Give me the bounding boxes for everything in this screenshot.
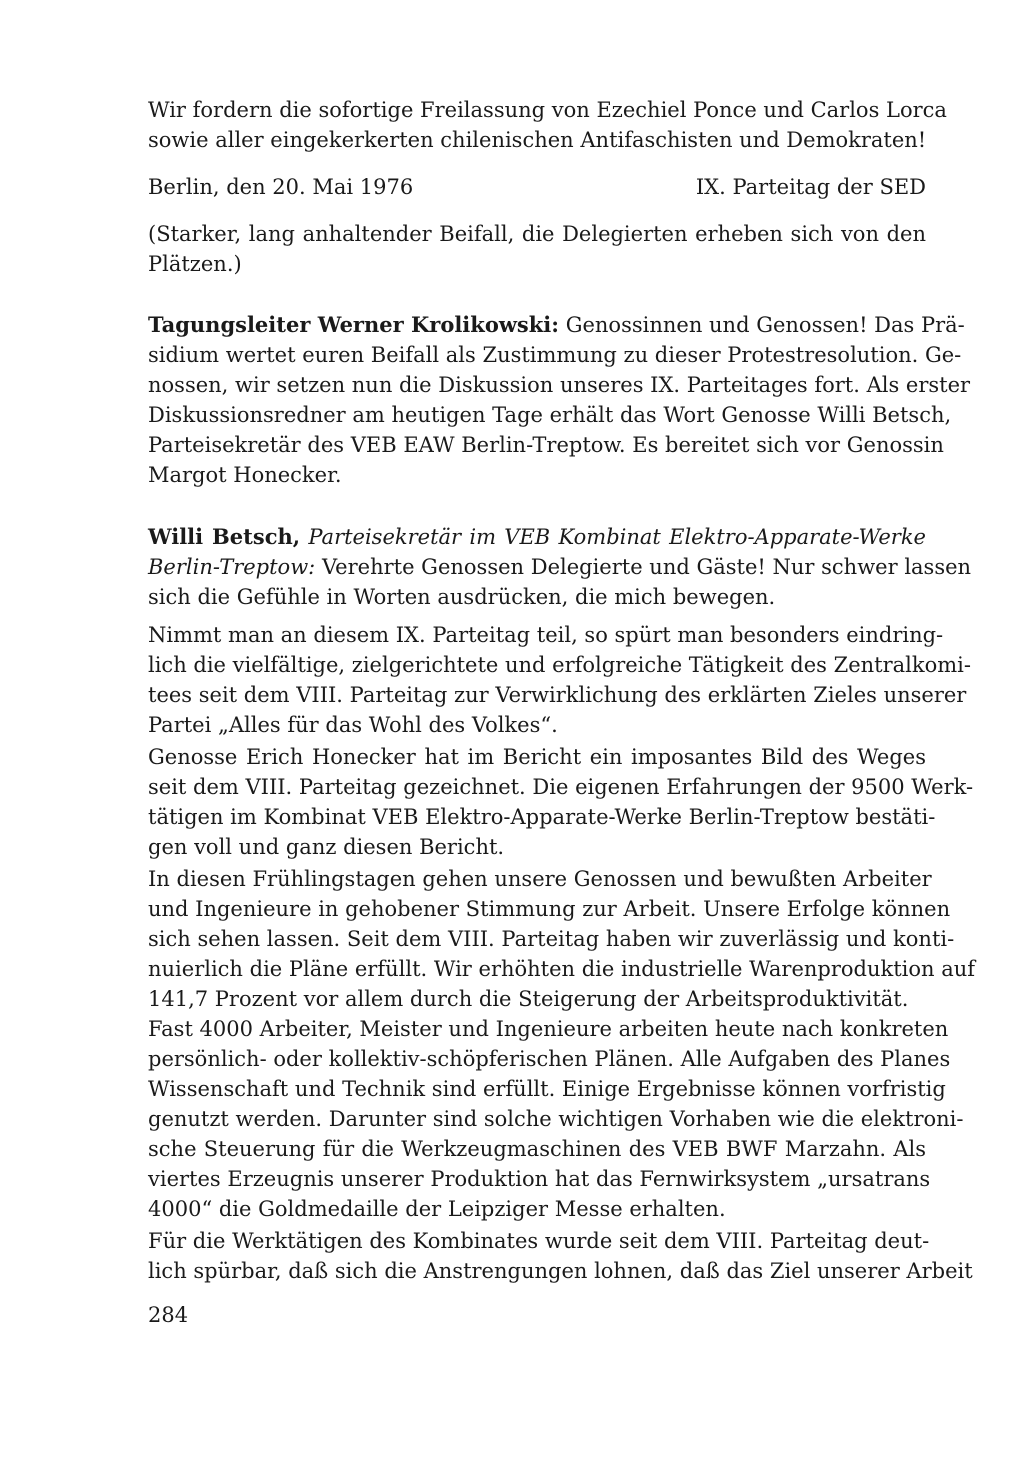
chair-line-4: Diskussionsredner am heutigen Tage erhält das Wort Genosse Willi Betsch,	[148, 403, 952, 427]
paragraph-2-line-3: tätigen im Kombinat VEB Elektro-Apparate-Werke Berlin-Treptow bestäti-	[148, 805, 936, 829]
signature-line	[148, 172, 926, 202]
resolution-line-2: sowie aller eingekerkerten chilenischen Antifaschisten und Demokraten!	[148, 128, 927, 152]
place-date: Berlin, den 20. Mai 1976	[148, 175, 414, 199]
paragraph-1-line-3: tees seit dem VIII. Parteitag zur Verwirklichung des erklärten Zieles unserer	[148, 683, 967, 707]
paragraph-3-line-3: sich sehen lassen. Seit dem VIII. Parteitag haben wir zuverlässig und konti-	[148, 927, 955, 951]
paragraph-2-line-1: Genosse Erich Honecker hat im Bericht ein imposantes Bild des Weges	[148, 745, 926, 769]
paragraph-1-line-2: lich die vielfältige, zielgerichtete und erfolgreiche Tätigkeit des Zentralkomi-	[148, 653, 971, 677]
chair-line-1	[148, 310, 965, 340]
reaction-line-1: (Starker, lang anhaltender Beifall, die Delegierten erheben sich von den	[148, 222, 926, 246]
page-number: 284	[148, 1303, 189, 1327]
paragraph-4-line-7: 4000“ die Goldmedaille der Leipziger Messe erhalten.	[148, 1197, 726, 1221]
speech-line-1	[148, 522, 926, 552]
speech-line-2-text: Verehrte Genossen Delegierte und Gäste! Nur schwer lassen	[315, 555, 972, 579]
paragraph-4-line-6: viertes Erzeugnis unserer Produktion hat das Fernwirksystem „ursatrans	[148, 1167, 931, 1191]
speech-speaker-role: Parteisekretär im VEB Kombinat Elektro-Apparate-Werke	[300, 525, 926, 549]
signatory: IX. Parteitag der SED	[695, 175, 926, 199]
paragraph-1-line-4: Partei „Alles für das Wohl des Volkes“.	[148, 713, 558, 737]
paragraph-2-line-4: gen voll und ganz diesen Bericht.	[148, 835, 505, 859]
speech-speaker-role-cont: Berlin-Treptow:	[148, 555, 316, 579]
paragraph-4-line-5: sche Steuerung für die Werkzeugmaschinen des VEB BWF Marzahn. Als	[148, 1137, 926, 1161]
paragraph-3-line-5: 141,7 Prozent vor allem durch die Steigerung der Arbeitsproduktivität.	[148, 987, 909, 1011]
paragraph-4-line-2: persönlich- oder kollektiv-schöpferischen Plänen. Alle Aufgaben des Planes	[148, 1047, 951, 1071]
paragraph-3-line-4: nuierlich die Pläne erfüllt. Wir erhöhten die industrielle Warenproduktion auf	[148, 957, 976, 981]
chair-speaker-name: Tagungsleiter Werner Krolikowski:	[148, 312, 560, 337]
reaction-line-2: Plätzen.)	[148, 252, 242, 276]
paragraph-2-line-2: seit dem VIII. Parteitag gezeichnet. Die eigenen Erfahrungen der 9500 Werk-	[148, 775, 974, 799]
chair-line-3: nossen, wir setzen nun die Diskussion unseres IX. Parteitages fort. Als erster	[148, 373, 971, 397]
chair-line-1-text: Genossinnen und Genossen! Das Prä-	[559, 313, 965, 337]
chair-line-6: Margot Honecker.	[148, 463, 342, 487]
paragraph-5-line-1: Für die Werktätigen des Kombinates wurde seit dem VIII. Parteitag deut-	[148, 1229, 930, 1253]
speech-speaker-name: Willi Betsch,	[148, 524, 301, 549]
paragraph-5-line-2: lich spürbar, daß sich die Anstrengungen lohnen, daß das Ziel unserer Arbeit	[148, 1259, 973, 1283]
speech-line-2	[148, 552, 972, 582]
speech-line-3: sich die Gefühle in Worten ausdrücken, die mich bewegen.	[148, 585, 776, 609]
paragraph-4-line-1: Fast 4000 Arbeiter, Meister und Ingenieure arbeiten heute nach konkreten	[148, 1017, 949, 1041]
chair-line-5: Parteisekretär des VEB EAW Berlin-Treptow. Es bereitet sich vor Genossin	[148, 433, 944, 457]
paragraph-3-line-1: In diesen Frühlingstagen gehen unsere Genossen und bewußten Arbeiter	[148, 867, 932, 891]
paragraph-3-line-2: und Ingenieure in gehobener Stimmung zur Arbeit. Unsere Erfolge können	[148, 897, 951, 921]
paragraph-4-line-4: genutzt werden. Darunter sind solche wichtigen Vorhaben wie die elektroni-	[148, 1107, 964, 1131]
chair-line-2: sidium wertet euren Beifall als Zustimmung zu dieser Protestresolution. Ge-	[148, 343, 962, 367]
paragraph-1-line-1: Nimmt man an diesem IX. Parteitag teil, so spürt man besonders eindring-	[148, 623, 944, 647]
paragraph-4-line-3: Wissenschaft und Technik sind erfüllt. Einige Ergebnisse können vorfristig	[148, 1077, 946, 1101]
resolution-line-1: Wir fordern die sofortige Freilassung von Ezechiel Ponce und Carlos Lorca	[148, 98, 947, 122]
